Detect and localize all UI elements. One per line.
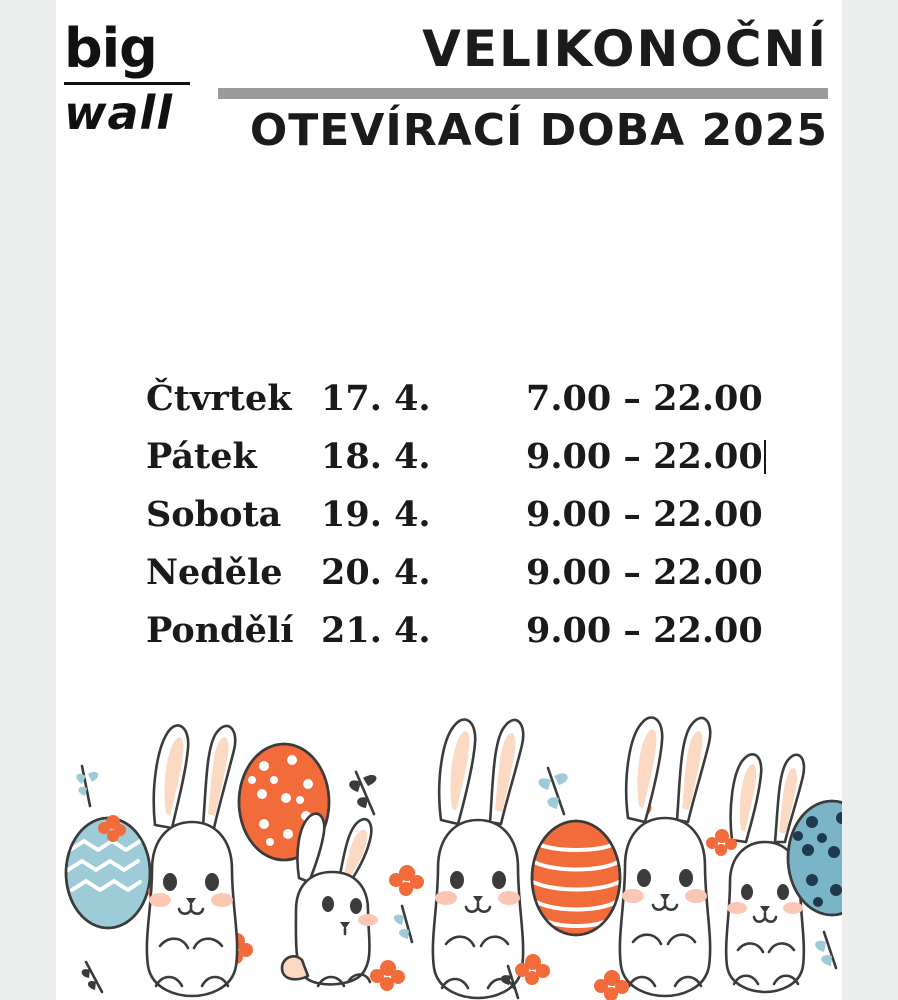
table-row [146, 378, 806, 419]
logo-text-wall: wall [64, 86, 174, 140]
poster-sheet [56, 0, 842, 1000]
table-row [146, 552, 806, 593]
cell-time [526, 436, 766, 477]
orange-flower [389, 865, 424, 896]
orange-striped-egg [532, 821, 620, 935]
cell-time: 9.00 – 22.00 [526, 494, 763, 535]
bunny-standing-1 [147, 725, 237, 996]
text-cursor [764, 440, 766, 474]
table-row [146, 494, 806, 535]
cell-date: 17. 4. [321, 378, 431, 419]
cell-date: 21. 4. [321, 610, 431, 651]
page-margin-left [0, 0, 56, 1000]
easter-illustration-svg [56, 710, 842, 1000]
leaf-sprig-dark [349, 772, 376, 814]
poster-header [56, 0, 842, 210]
orange-flower [370, 960, 405, 991]
cell-date: 20. 4. [321, 552, 431, 593]
leaf-sprig-bottom-left [82, 962, 102, 992]
cell-day: Pátek [146, 436, 257, 477]
bunny-standing-4 [620, 718, 710, 996]
logo-divider [64, 82, 190, 85]
table-row [146, 610, 806, 651]
cell-time: 9.00 – 22.00 [526, 610, 763, 651]
page-margin-right [842, 0, 898, 1000]
cell-date: 18. 4. [321, 436, 431, 477]
cell-time-text: 9.00 – 22.00 [526, 436, 763, 477]
leaf-sprig-blue-top [538, 768, 567, 814]
page-subtitle: OTEVÍRACÍ DOBA 2025 [249, 105, 828, 156]
title-block [206, 20, 832, 157]
bigwall-logo [64, 17, 194, 140]
cell-day: Čtvrtek [146, 378, 292, 419]
page-title: VELIKONOČNÍ [422, 20, 828, 78]
title-bar-row [206, 88, 832, 99]
leaf-sprig-blue [394, 906, 412, 942]
leaf-sprig-left [76, 766, 98, 806]
cell-time: 7.00 – 22.00 [526, 378, 763, 419]
cell-day: Neděle [146, 552, 283, 593]
cell-date: 19. 4. [321, 494, 431, 535]
title-accent-bar [218, 88, 828, 99]
opening-hours-table [146, 378, 806, 668]
leaf-sprig-right [815, 932, 836, 968]
cell-time: 9.00 – 22.00 [526, 552, 763, 593]
bunny-standing-3 [433, 720, 523, 998]
cell-day: Sobota [146, 494, 282, 535]
easter-illustration [56, 710, 842, 1000]
logo-text-big: big [64, 17, 157, 80]
cell-day: Pondělí [146, 610, 294, 651]
table-row [146, 436, 806, 477]
